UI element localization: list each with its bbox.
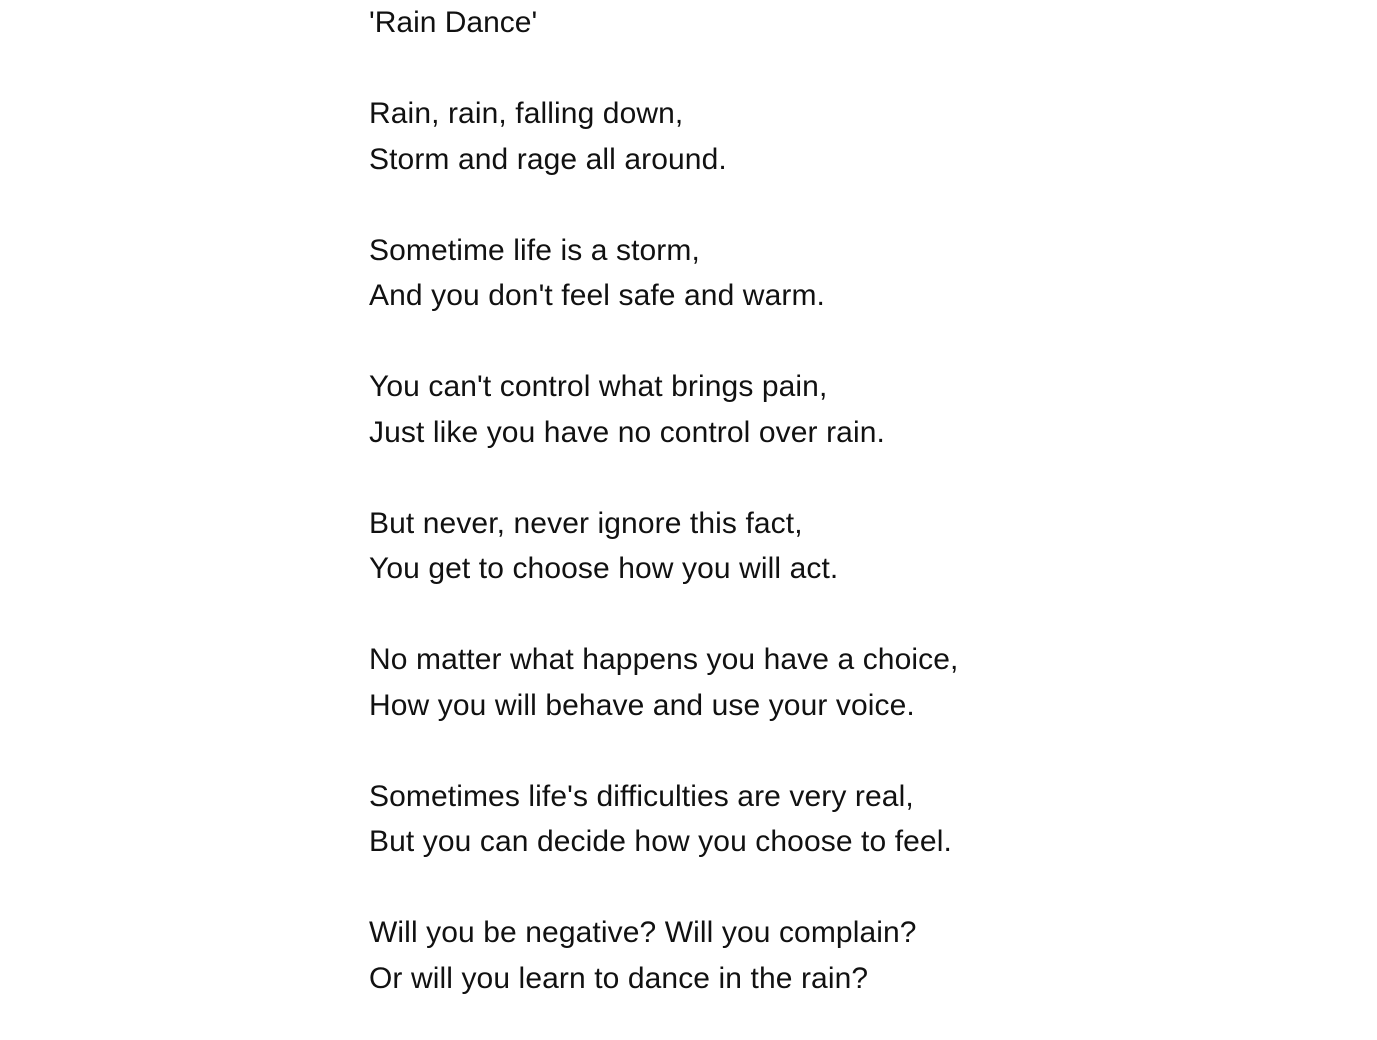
poem-title: 'Rain Dance' [369, 6, 538, 39]
poem-line: Just like you have no control over rain. [369, 415, 885, 449]
stanza-4 [369, 501, 1069, 592]
poem-line: Storm and rage all around. [369, 142, 727, 176]
poem-line: Sometime life is a storm, [369, 233, 700, 267]
stanza-6 [369, 774, 1069, 865]
poem-line: No matter what happens you have a choice, [369, 643, 959, 676]
poem-line: Sometimes life's difficulties are very real, [369, 779, 914, 813]
poem-line: But you can decide how you choose to feel. [369, 825, 952, 858]
poem-line: Will you be negative? Will you complain? [369, 916, 917, 949]
poem-line: And you don't feel safe and warm. [369, 279, 825, 312]
stanza-3 [369, 364, 1069, 455]
stanza-5 [369, 637, 1069, 728]
poem-line: But never, never ignore this fact, [369, 506, 803, 540]
poem-line: Rain, rain, falling down, [369, 97, 684, 130]
stanza-2 [369, 228, 1069, 319]
poem-line: You can't control what brings pain, [369, 370, 828, 403]
poem-document [369, 0, 1069, 1001]
poem-line: You get to choose how you will act. [369, 552, 839, 585]
poem-line: Or will you learn to dance in the rain? [369, 961, 869, 995]
poem-line: How you will behave and use your voice. [369, 688, 915, 722]
stanza-1 [369, 91, 1069, 182]
stanza-7 [369, 910, 1069, 1001]
